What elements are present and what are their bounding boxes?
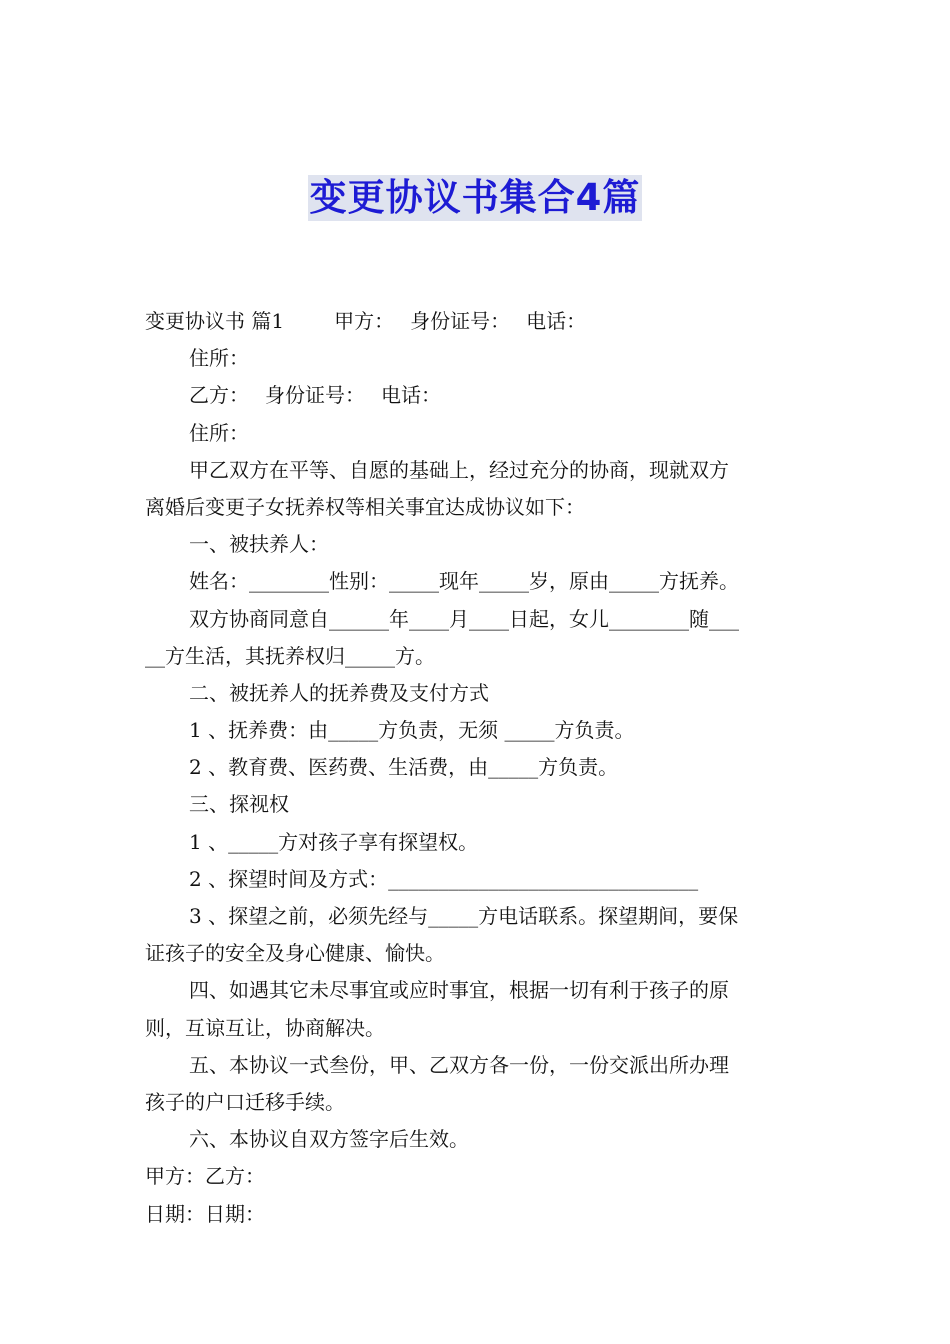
section-2-heading: 二、被抚养人的抚养费及支付方式 [189, 680, 489, 705]
section-6-line: 六、本协议自双方签字后生效。 [189, 1127, 469, 1152]
support-fee-item-2: 2 、教育费、医药费、生活费，由_____方负责。 [189, 755, 619, 780]
section-5-line-1: 五、本协议一式叁份，甲、乙双方各一份，一份交派出所办理 [189, 1052, 729, 1077]
id-number-label: 身份证号： [410, 309, 511, 333]
visitation-item-1: 1 、_____方对孩子享有探望权。 [189, 829, 479, 854]
section-4-line-2: 则，互谅互让，协商解决。 [145, 1015, 385, 1040]
party-b-phone-label: 电话： [381, 383, 441, 408]
section-5-line-2: 孩子的户口迁移手续。 [145, 1089, 345, 1114]
title-container [0, 175, 950, 221]
document-body [145, 303, 810, 1233]
custody-agreement-line-2: __方生活，其抚养权归_____方。 [145, 643, 435, 668]
dependent-name-line: 姓名：________性别：_____现年_____岁，原由_____方抚养。 [189, 569, 739, 594]
section-heading: 变更协议书 篇1 [145, 309, 285, 333]
party-b-line [145, 377, 810, 414]
party-b-label: 乙方： [189, 383, 249, 408]
custody-agreement-line-1: 双方协商同意自______年____月____日起，女儿________随___ [189, 606, 739, 631]
document-title: 变更协议书集合4篇 [309, 176, 641, 219]
section-1-heading: 一、被扶养人： [189, 532, 329, 557]
address-b-line: 住所： [189, 420, 249, 445]
signature-parties-line: 甲方：乙方： [145, 1164, 265, 1189]
intro-line-2: 离婚后变更子女抚养权等相关事宜达成协议如下： [145, 494, 585, 519]
signature-dates-line: 日期：日期： [145, 1201, 265, 1226]
party-b-id-label: 身份证号： [265, 383, 365, 408]
support-fee-item-1: 1 、抚养费：由_____方负责，无须 _____方负责。 [189, 718, 635, 743]
header-line [145, 303, 810, 340]
party-a-label: 甲方： [334, 309, 395, 333]
section-4-line-1: 四、如遇其它未尽事宜或应时事宜，根据一切有利于孩子的原 [189, 978, 729, 1003]
section-3-heading: 三、探视权 [189, 792, 289, 817]
visitation-item-3-line-2: 证孩子的安全及身心健康、愉快。 [145, 941, 445, 966]
phone-label: 电话： [526, 309, 587, 333]
visitation-item-3-line-1: 3 、探望之前，必须先经与_____方电话联系。探望期间，要保 [189, 904, 739, 928]
address-a-line: 住所： [189, 346, 249, 371]
visitation-item-2: 2 、探望时间及方式：_______________________________ [189, 866, 699, 891]
intro-line-1: 甲乙双方在平等、自愿的基础上，经过充分的协商，现就双方 [189, 457, 729, 482]
